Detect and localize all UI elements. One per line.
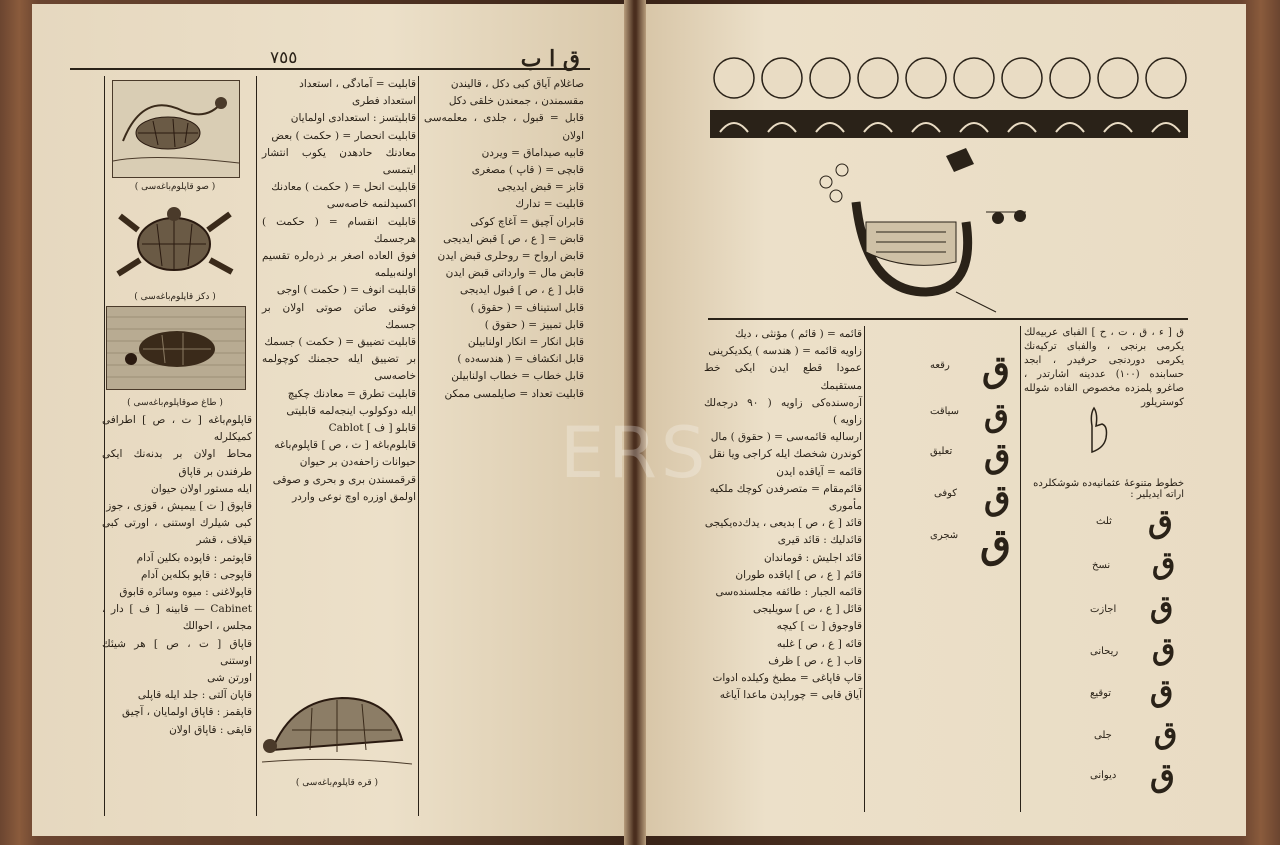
entry-line: قائل [ ع ، ص ] سویلیجی	[753, 603, 862, 616]
entry-line: قابلیت انحصار = ( حكمت ) بعض	[271, 129, 416, 142]
entry-line: قابض مال = وارداتی قبض ایدن	[445, 267, 584, 280]
entry-line: قائد اجلیش : قوماندان	[764, 551, 862, 564]
entry-line: قائه [ ع ، ص ] غلبه	[776, 637, 862, 650]
script-sample-ruqa: ق	[982, 348, 1010, 390]
entry-line: قابل خطاب = خطاب اولنابیلن	[451, 370, 584, 383]
entry-line: قائدلیك : قائد قیری	[777, 534, 862, 547]
entry-line: قابلیت انقسام = ( حكمت ) هرجسمك	[262, 215, 416, 245]
entry-line: قابض ارواح = روحلری قبض ایدن	[437, 250, 584, 263]
script-label-shajari: شجری	[930, 530, 959, 541]
watermark: ERS	[560, 412, 710, 494]
entry-line: قاپقمز : قاپاق اولمایان ، آچیق	[121, 706, 252, 719]
entry-line: قابل انكشاف = ( هندسه‌ده )	[457, 353, 584, 366]
entry-line: قابل انكار = انكار اولنابیلن	[467, 336, 584, 349]
entry-line: قابل [ ع ، ص ] قبول ایدیجی	[459, 284, 584, 297]
entry-line: كوندرن شخصك ایله كراجی ویا نقل	[708, 448, 862, 461]
script-label-ruqa: رقعه	[930, 360, 950, 371]
script-sample-kufi: ق	[984, 478, 1011, 518]
entry-line: قاپوجی : قاپو بكله‌ین آدام	[140, 568, 252, 581]
entry-line: قابلوم‌باغه [ ت ، ص ] قاپلوم‌باغه	[274, 439, 416, 452]
script-label-talik: تعلیق	[930, 446, 953, 457]
entry-line: قائمه الجبار : طائفه مجلسنده‌سی	[715, 586, 862, 599]
entry-line: قاپلوم‌باغه [ ت ، ص ] اطرافی كمیكلرله	[102, 414, 252, 444]
entry-line: مأموری	[828, 500, 862, 513]
ornamental-initial	[806, 142, 1046, 314]
column-divider	[864, 326, 865, 812]
entry-line: قاپقی : قاپاق اولان	[169, 723, 252, 736]
entry-line: قابلیت انحل = ( حكمت ) معادنك	[271, 181, 416, 194]
entry-line: اولمق اوزره اوچ نوعی واردر	[292, 490, 416, 503]
entry-line: قابلیت تطرق = معادنك چكیچ	[287, 387, 416, 400]
script-sample-divani: ق	[1150, 756, 1175, 794]
turtle-caption-1: ( صو قاپلوم‌باغه‌سی )	[134, 182, 216, 192]
entry-line: مقسمندن ، جمعندن خلقی دكل	[448, 95, 584, 108]
letter-entry-head: ق [ ء ، ق ، ت ، ح ] الفبای عربیه‌لك یكرمی برنجی ، والفبای تركیه‌نك یكرمی دوردنجی حرفیدر ، ابجد حسابنده (١٠٠) عددینه اشارتدر ، صاغرو پلمزده مخصوص الفاده شولله كوستریلور	[1024, 327, 1184, 408]
entry-line: Cabinet — قابینه [ ف ] دار ، مجلس ، احوالك	[102, 603, 252, 633]
script-label-tevki: توقیع	[1090, 688, 1112, 699]
column-divider	[1020, 326, 1021, 812]
entry-line: عمودا قطع ایدن ایكی خط مستقیمك	[704, 362, 862, 392]
section-rule	[708, 318, 1188, 320]
script-sample-naskh: ق	[1152, 546, 1176, 581]
left-page-header	[70, 46, 590, 70]
turtle-illustration-3	[106, 306, 246, 390]
entry-line: قرقمسندن بری و بحری و صوقی	[272, 473, 416, 486]
script-sample-reyhani: ق	[1152, 632, 1176, 667]
entry-line: قاپولاغنی : میوه وسائره قابوق	[119, 586, 252, 599]
entry-line: قابلو [ ف ] Cablot	[328, 422, 416, 435]
column-divider	[256, 76, 257, 816]
middle-column-entries	[262, 76, 416, 676]
turtle-caption-4: ( قره قاپلوم‌باغه‌سی )	[295, 778, 379, 788]
script-label-divani: دیوانی	[1090, 770, 1117, 781]
head-word: ق ا ب	[520, 46, 580, 72]
entry-line: معادنك حادهدن یكوب انتشار ایتمسی	[262, 146, 416, 177]
turtle-caption-3: ( طاغ صوقاپلوم‌باغه‌سی )	[127, 398, 223, 408]
entry-line: قابیه صیداماق = ویردن	[481, 146, 584, 159]
entry-line: قائم‌مقام = متصرفدن كوچك ملكیه	[709, 482, 862, 495]
entry-line: قاپوتمر : قاپوده بكلین آدام	[136, 551, 252, 564]
entry-line: قاوجوق [ ت ] كیچه	[776, 620, 862, 633]
entry-line: قابض = [ ع ، ص ] قبض ایدیجی	[443, 232, 584, 245]
turtle-illustration-1	[112, 80, 240, 178]
turtle-caption-2: ( دكز قاپلوم‌باغه‌سی )	[134, 292, 216, 302]
entry-line: كبی شیلرك اوستنی ، اورتی كبی قیلاف ، قشر	[102, 517, 252, 547]
script-sample-ijazet: ق	[1150, 590, 1174, 625]
script-label-thuluth: ثلث	[1096, 516, 1112, 527]
entry-line: اكسیدلنمه خاصه‌سی	[326, 198, 416, 211]
entry-line: آیاق قابی = چوراپدن ماعدا آیاغه	[719, 689, 862, 702]
entry-line: صاغلام آیاق كبی دكل ، قالیندن	[450, 78, 584, 90]
entry-line: قائمه = آیاقده ایدن	[776, 465, 862, 478]
entry-line: قاپاق [ ت ، ص ] هر شیئك اوستنی	[102, 637, 252, 667]
script-label-jeli: جلی	[1094, 730, 1112, 741]
entry-line: قابلیت انوف = ( حكمت ) اوجی	[276, 284, 416, 297]
script-sample-tevki: ق	[1150, 674, 1174, 709]
entry-line: زاویه قائمه = ( هندسه ) یكدیكرینی	[708, 345, 862, 358]
script-sample-shajari: ق	[980, 520, 1012, 567]
turtle-illustration-4	[262, 680, 412, 772]
entry-line: قابل استیناف = ( حقوق )	[470, 301, 584, 314]
entry-line: محاط اولان بر بدنه‌نك ایكی طرفندن بر قاپاق	[102, 448, 252, 478]
entry-line: قائمه = ( قائم ) مؤنثی ، دیك	[734, 328, 862, 340]
entry-line: قابلیت تعداد = صایلمسی ممكن	[444, 387, 584, 400]
entry-line: بر تضییق ایله حجمنك كوچولمه خاصه‌سی	[262, 353, 416, 383]
entry-line: قابران آچیق = آغاچ كوكی	[470, 215, 584, 228]
entry-line: قائد [ ع ، ص ] بدیعی ، یدك‌ده‌یكیجی	[704, 517, 862, 530]
script-label-kufi: كوفی	[934, 488, 958, 499]
turtle-illustration-2	[112, 200, 238, 284]
entry-line: قابل = قبول ، جلدی ، معلمه‌سی اولان	[424, 112, 584, 142]
entry-line: فوق العاده اصغر بر ذره‌لره تقسیم اولنه‌بیلمه	[262, 250, 416, 280]
script-sample-jeli: ق	[1154, 716, 1178, 751]
entry-line: قائم [ ع ، ص ] ایاقده طوران	[735, 568, 862, 581]
column-divider	[418, 76, 419, 816]
entry-line: قابچی = ( قاپ ) مصغری	[471, 164, 584, 177]
entry-line: قابلیتسز : استعدادی اولمایان	[290, 112, 416, 125]
entry-line: قابلیت تضییق = ( حكمت ) جسمك	[264, 336, 416, 349]
entry-line: ایله دوكولوب اینجه‌لمه قابلیتی	[286, 404, 416, 417]
entry-line: قاپوق [ ت ] ییمیش ، قوزی ، جوز	[106, 500, 252, 513]
entry-line: قاپ قاپاغی = مطبخ وكیلده ادوات	[712, 672, 862, 685]
script-sample-siyakat: ق	[984, 396, 1009, 434]
entry-line: قابز = قبض ایدیجی	[497, 181, 584, 194]
right-page-entries	[704, 326, 862, 812]
entry-line: قابلیت = آمادگی ، استعداد	[299, 78, 416, 90]
entry-line: ارسالیه قائمه‌سی = ( حقوق ) مال	[710, 431, 862, 444]
hand-sign-icon	[1080, 404, 1116, 454]
entry-line: قاپان آلتی : جلد ایله قاپلی	[137, 689, 252, 702]
entry-line: قابل تمییز = ( حقوق )	[484, 318, 584, 331]
left-column-entries	[102, 412, 252, 812]
page-number: ٧٥٥	[270, 48, 298, 68]
script-sample-thuluth: ق	[1148, 502, 1173, 540]
entry-line: اورتن شی	[207, 672, 252, 685]
script-label-naskh: نسخ	[1092, 560, 1111, 571]
script-label-ijazet: اجازت	[1090, 604, 1117, 615]
entry-line: حیوانات زاحفه‌دن بر حیوان	[299, 456, 416, 469]
entry-line: فوقنی صاتن صوتی اولان بر جسمك	[262, 301, 416, 331]
entry-line: قابلیت = تدارك	[515, 198, 584, 211]
entry-line: استعداد فطری	[351, 95, 416, 108]
entry-line: قاب [ ع ، ص ] ظرف	[768, 654, 862, 667]
script-intro: خطوط متنوعهٔ عثمانیه‌ده شوشكلرده اراته ایدیلیر :	[1033, 478, 1184, 500]
entry-line: آره‌سنده‌كی زاویه ( ٩٠ درجه‌لك زاویه )	[704, 396, 862, 427]
decorative-frieze	[710, 54, 1188, 138]
script-label-reyhani: ریحانی	[1090, 646, 1119, 657]
script-sample-talik: ق	[984, 436, 1011, 476]
script-label-siyakat: سیاقت	[930, 406, 960, 417]
entry-line: ایله مستور اولان حیوان	[150, 482, 252, 495]
